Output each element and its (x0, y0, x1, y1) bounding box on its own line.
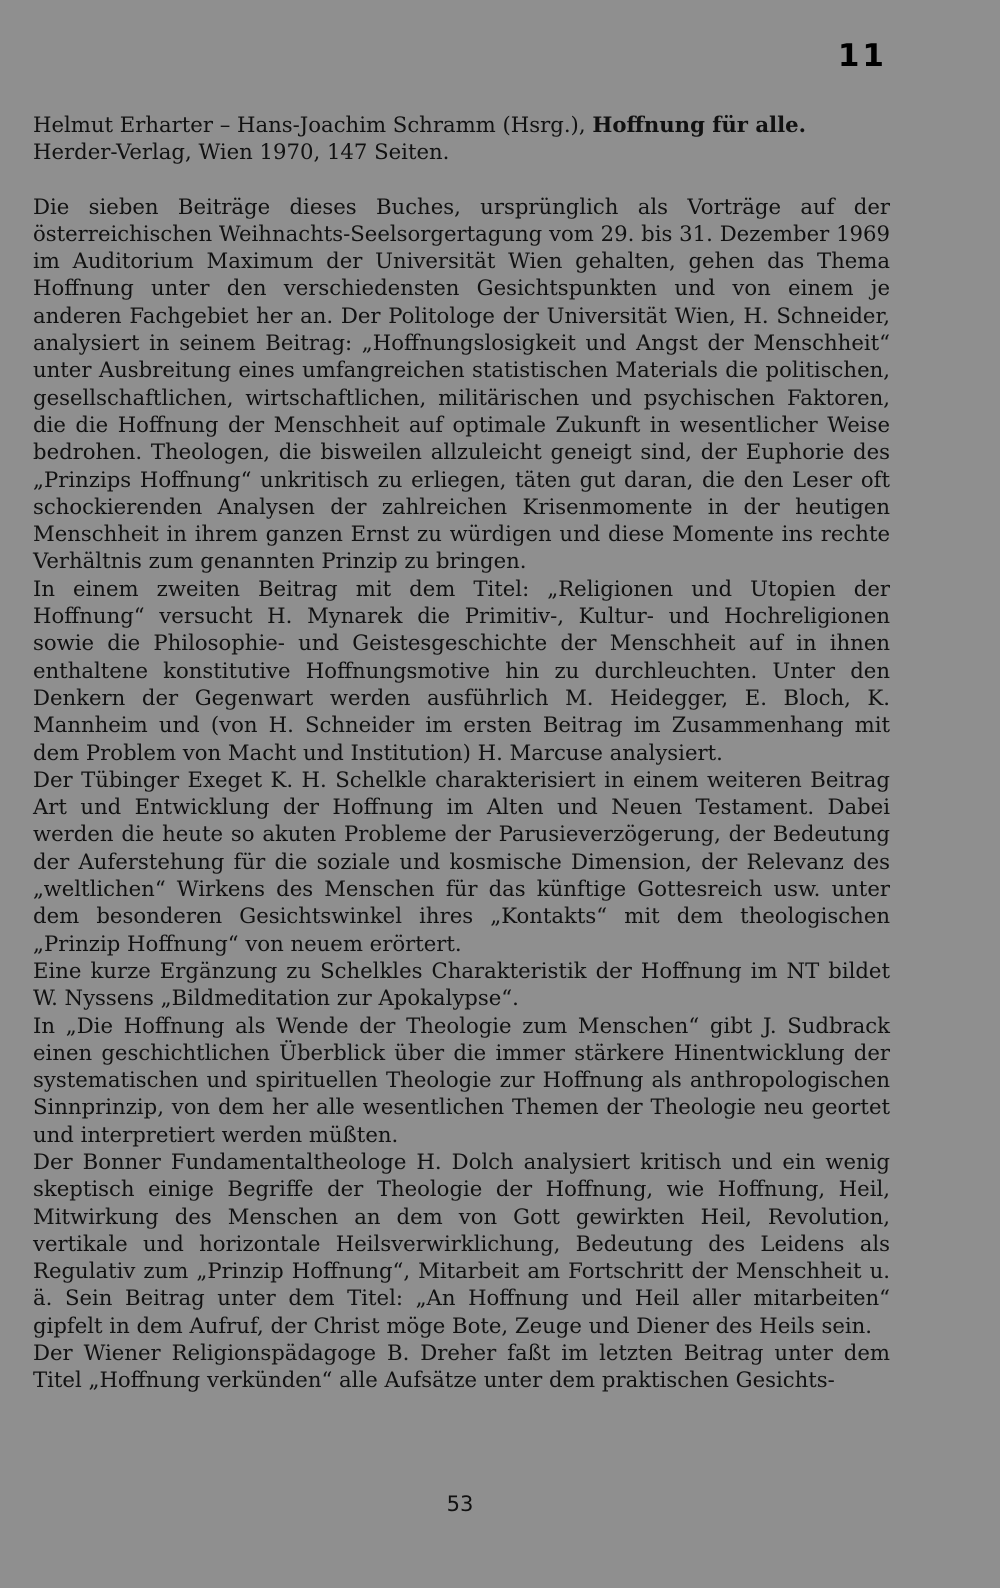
paragraph-sudbrack: In „Die Hoffnung als Wende der Theologie zum Menschen“ gibt J. Sudbrack einen geschichtlichen Überblick über die immer stärkere Hinentwicklung der systematischen und spirituellen Theologie zur Hoffnung als anthropologischen Sinnprinzip, von dem her alle wesentlichen Themen der Theologie neu geortet und interpretiert werden müßten. (33, 1012, 890, 1147)
paragraph-spacer (33, 166, 890, 193)
citation-authors: Helmut Erharter – Hans-Joachim Schramm (Hsrg.), (33, 112, 586, 137)
book-citation (33, 111, 890, 166)
paragraph-nyssen: Eine kurze Ergänzung zu Schelkles Charakteristik der Hoffnung im NT bildet W. Nyssens „Bildmeditation zur Apokalypse“. (33, 957, 890, 1011)
paragraph-schelkle: Der Tübinger Exeget K. H. Schelkle charakterisiert in einem weiteren Beitrag Art und Entwicklung der Hoffnung im Alten und Neuen Testament. Dabei werden die heute so akuten Probleme der Parusieverzögerung, der Bedeutung der Auferstehung für die soziale und kosmische Dimension, der Relevanz des „weltlichen“ Wirkens des Menschen für das künftige Gottesreich usw. unter dem besonderen Gesichtswinkel ihres „Kontakts“ mit dem theologischen „Prinzip Hoffnung“ von neuem erörtert. (33, 766, 890, 956)
review-text (33, 111, 890, 1394)
paragraph-dolch: Der Bonner Fundamentaltheologe H. Dolch analysiert kritisch und ein wenig skeptisch einige Begriffe der Theologie der Hoffnung, wie Hoffnung, Heil, Mitwirkung des Menschen an dem von Gott gewirkten Heil, Revolution, vertikale und horizontale Heilsverwirklichung, Bedeutung des Leidens als Regulativ zum „Prinzip Hoffnung“, Mitarbeit am Fortschritt der Menschheit u. ä. Sein Beitrag unter dem Titel: „An Hoffnung und Heil aller mitarbeiten“ gipfelt in dem Aufruf, der Christ möge Bote, Zeuge und Diener des Heils sein. (33, 1148, 890, 1338)
paragraph-intro: Die sieben Beiträge dieses Buches, ursprünglich als Vorträge auf der österreichischen Weihnachts-Seelsorgertagung vom 29. bis 31. Dezember 1969 im Auditorium Maximum der Universität Wien gehalten, gehen das Thema Hoffnung unter den verschiedensten Gesichtspunkten und von einem je anderen Fachgebiet her an. Der Politologe der Universität Wien, H. Schneider, analysiert in seinem Beitrag: „Hoffnungslosigkeit und Angst der Menschheit“ unter Ausbreitung eines umfangreichen statistischen Materials die politischen, gesellschaftlichen, wirtschaftlichen, militärischen und psychischen Faktoren, die die Hoffnung der Menschheit auf optimale Zukunft in wesentlicher Weise bedrohen. Theologen, die bisweilen allzuleicht geneigt sind, der Euphorie des „Prinzips Hoffnung“ unkritisch zu erliegen, täten gut daran, die den Leser oft schockierenden Analysen der zahlreichen Krisenmomente in der heutigen Menschheit in ihrem ganzen Ernst zu würdigen und diese Momente ins rechte Verhältnis zum genannten Prinzip zu bringen. (33, 193, 890, 574)
page-number: 53 (446, 1492, 474, 1516)
paragraph-dreher: Der Wiener Religionspädagoge B. Dreher faßt im letzten Beitrag unter dem Titel „Hoffnung verkünden“ alle Aufsätze unter dem praktischen Gesichts- (33, 1340, 890, 1393)
citation-book-title: Hoffnung für alle. (592, 112, 806, 137)
citation-publisher: Herder-Verlag, Wien 1970, 147 Seiten. (33, 139, 450, 165)
paragraph-mynarek: In einem zweiten Beitrag mit dem Titel: „Religionen und Utopien der Hoffnung“ versucht H. Mynarek die Primitiv-, Kultur- und Hochreligionen sowie die Philosophie- und Geistesgeschichte der Menschheit auf in ihnen enthaltene konstitutive Hoffnungsmotive hin zu durchleuchten. Unter den Denkern der Gegenwart werden ausführlich M. Heidegger, E. Bloch, K. Mannheim und (von H. Schneider im ersten Beitrag im Zusammenhang mit dem Problem von Macht und Institution) H. Marcuse analysiert. (33, 575, 890, 765)
page-marker: 11 (837, 38, 887, 74)
